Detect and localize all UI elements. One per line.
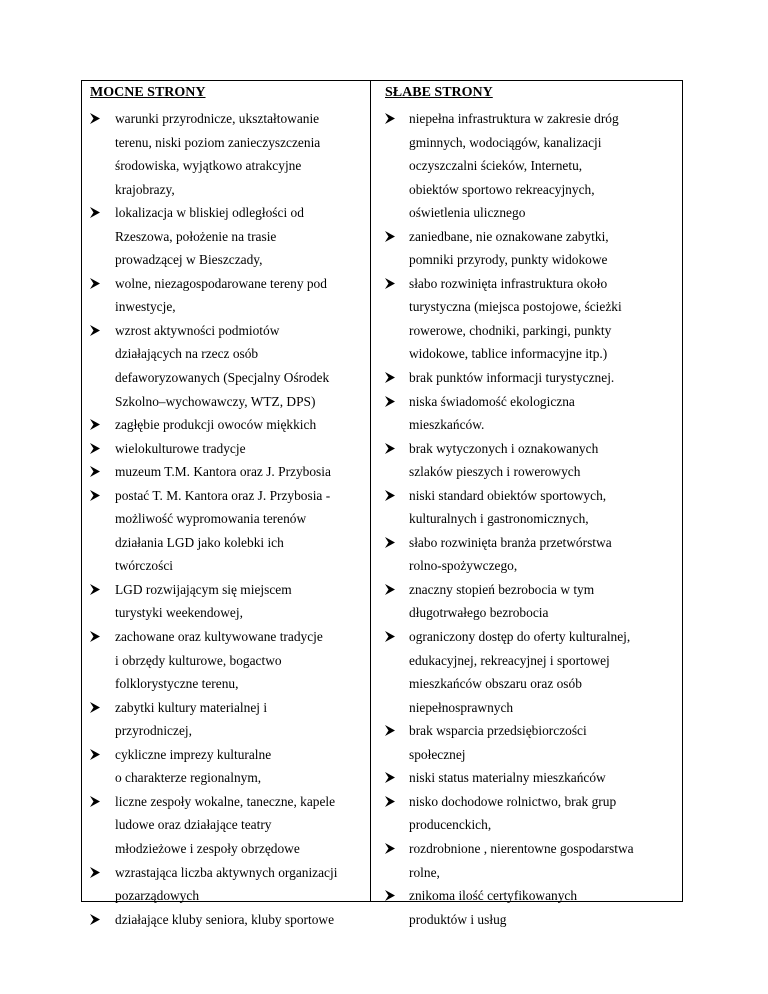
list-item: zabytki kultury materialnej i przyrodniczej, (90, 696, 368, 743)
weaknesses-header: SŁABE STRONY (385, 85, 493, 100)
list-item: brak punktów informacji turystycznej. (385, 366, 680, 390)
arrowhead-bullet-icon (90, 914, 100, 925)
arrowhead-bullet-icon (90, 702, 100, 713)
arrowhead-bullet-icon (385, 890, 395, 901)
arrowhead-bullet-icon (385, 631, 395, 642)
list-item: niski status materialny mieszkańców (385, 766, 680, 790)
arrowhead-bullet-icon (385, 396, 395, 407)
list-item: zaniedbane, nie oznakowane zabytki, pomniki przyrody, punkty widokowe (385, 225, 680, 272)
list-item: wielokulturowe tradycje (90, 437, 368, 461)
arrowhead-bullet-icon (90, 867, 100, 878)
list-item: działające kluby seniora, kluby sportowe (90, 908, 368, 932)
list-item: warunki przyrodnicze, ukształtowanie terenu, niski poziom zanieczyszczenia środowiska, wyjątkowo atrakcyjne krajobrazy, (90, 107, 368, 201)
arrowhead-bullet-icon (385, 843, 395, 854)
arrowhead-bullet-icon (90, 113, 100, 124)
strengths-header: MOCNE STRONY (90, 85, 206, 100)
arrowhead-bullet-icon (385, 490, 395, 501)
list-item: ograniczony dostęp do oferty kulturalnej, edukacyjnej, rekreacyjnej i sportowej mieszkańców obszaru oraz osób niepełnosprawnych (385, 625, 680, 719)
list-item: znikoma ilość certyfikowanych produktów i usług (385, 884, 680, 931)
arrowhead-bullet-icon (385, 772, 395, 783)
arrowhead-bullet-icon (385, 443, 395, 454)
list-item: brak wsparcia przedsiębiorczości społecznej (385, 719, 680, 766)
list-item: nisko dochodowe rolnictwo, brak grup producenckich, (385, 790, 680, 837)
arrowhead-bullet-icon (90, 584, 100, 595)
arrowhead-bullet-icon (90, 466, 100, 477)
strengths-column (82, 81, 371, 927)
arrowhead-bullet-icon (90, 749, 100, 760)
arrowhead-bullet-icon (385, 584, 395, 595)
list-item: niska świadomość ekologiczna mieszkańców. (385, 390, 680, 437)
list-item: wolne, niezagospodarowane tereny pod inwestycje, (90, 272, 368, 319)
list-item: niepełna infrastruktura w zakresie dróg gminnych, wodociągów, kanalizacji oczyszczalni ścieków, Internetu, obiektów sportowo rekreacyjnych, oświetlenia ulicznego (385, 107, 680, 225)
list-item: muzeum T.M. Kantora oraz J. Przybosia (90, 460, 368, 484)
arrowhead-bullet-icon (90, 443, 100, 454)
strengths-list (90, 107, 368, 931)
arrowhead-bullet-icon (90, 796, 100, 807)
list-item: wzrastająca liczba aktywnych organizacji pozarządowych (90, 861, 368, 908)
list-item: zachowane oraz kultywowane tradycje i obrzędy kulturowe, bogactwo folklorystyczne terenu, (90, 625, 368, 696)
list-item: brak wytyczonych i oznakowanych szlaków pieszych i rowerowych (385, 437, 680, 484)
arrowhead-bullet-icon (385, 725, 395, 736)
list-item: zagłębie produkcji owoców miękkich (90, 413, 368, 437)
list-item: liczne zespoły wokalne, taneczne, kapele ludowe oraz działające teatry młodzieżowe i zespoły obrzędowe (90, 790, 368, 861)
list-item: LGD rozwijającym się miejscem turystyki weekendowej, (90, 578, 368, 625)
arrowhead-bullet-icon (385, 231, 395, 242)
list-item: słabo rozwinięta infrastruktura około turystyczna (miejsca postojowe, ścieżki rowerowe, chodniki, parkingi, punkty widokowe, tablice informacyjne itp.) (385, 272, 680, 366)
swot-table (81, 80, 683, 927)
arrowhead-bullet-icon (90, 207, 100, 218)
arrowhead-bullet-icon (385, 372, 395, 383)
weaknesses-column (371, 81, 682, 927)
arrowhead-bullet-icon (90, 631, 100, 642)
arrowhead-bullet-icon (385, 113, 395, 124)
list-item: niski standard obiektów sportowych, kulturalnych i gastronomicznych, (385, 484, 680, 531)
arrowhead-bullet-icon (385, 278, 395, 289)
arrowhead-bullet-icon (90, 419, 100, 430)
list-item: znaczny stopień bezrobocia w tym długotrwałego bezrobocia (385, 578, 680, 625)
arrowhead-bullet-icon (385, 537, 395, 548)
list-item: lokalizacja w bliskiej odległości od Rzeszowa, położenie na trasie prowadzącej w Bieszczady, (90, 201, 368, 272)
list-item: postać T. M. Kantora oraz J. Przybosia - możliwość wypromowania terenów działania LGD jako kolebki ich twórczości (90, 484, 368, 578)
arrowhead-bullet-icon (90, 490, 100, 501)
list-item: rozdrobnione , nierentowne gospodarstwa rolne, (385, 837, 680, 884)
arrowhead-bullet-icon (90, 278, 100, 289)
weaknesses-list (385, 107, 680, 931)
list-item: cykliczne imprezy kulturalne o charakterze regionalnym, (90, 743, 368, 790)
arrowhead-bullet-icon (90, 325, 100, 336)
arrowhead-bullet-icon (385, 796, 395, 807)
list-item: wzrost aktywności podmiotów działających na rzecz osób defaworyzowanych (Specjalny Ośrodek Szkolno–wychowawczy, WTZ, DPS) (90, 319, 368, 413)
list-item: słabo rozwinięta branża przetwórstwa rolno-spożywczego, (385, 531, 680, 578)
